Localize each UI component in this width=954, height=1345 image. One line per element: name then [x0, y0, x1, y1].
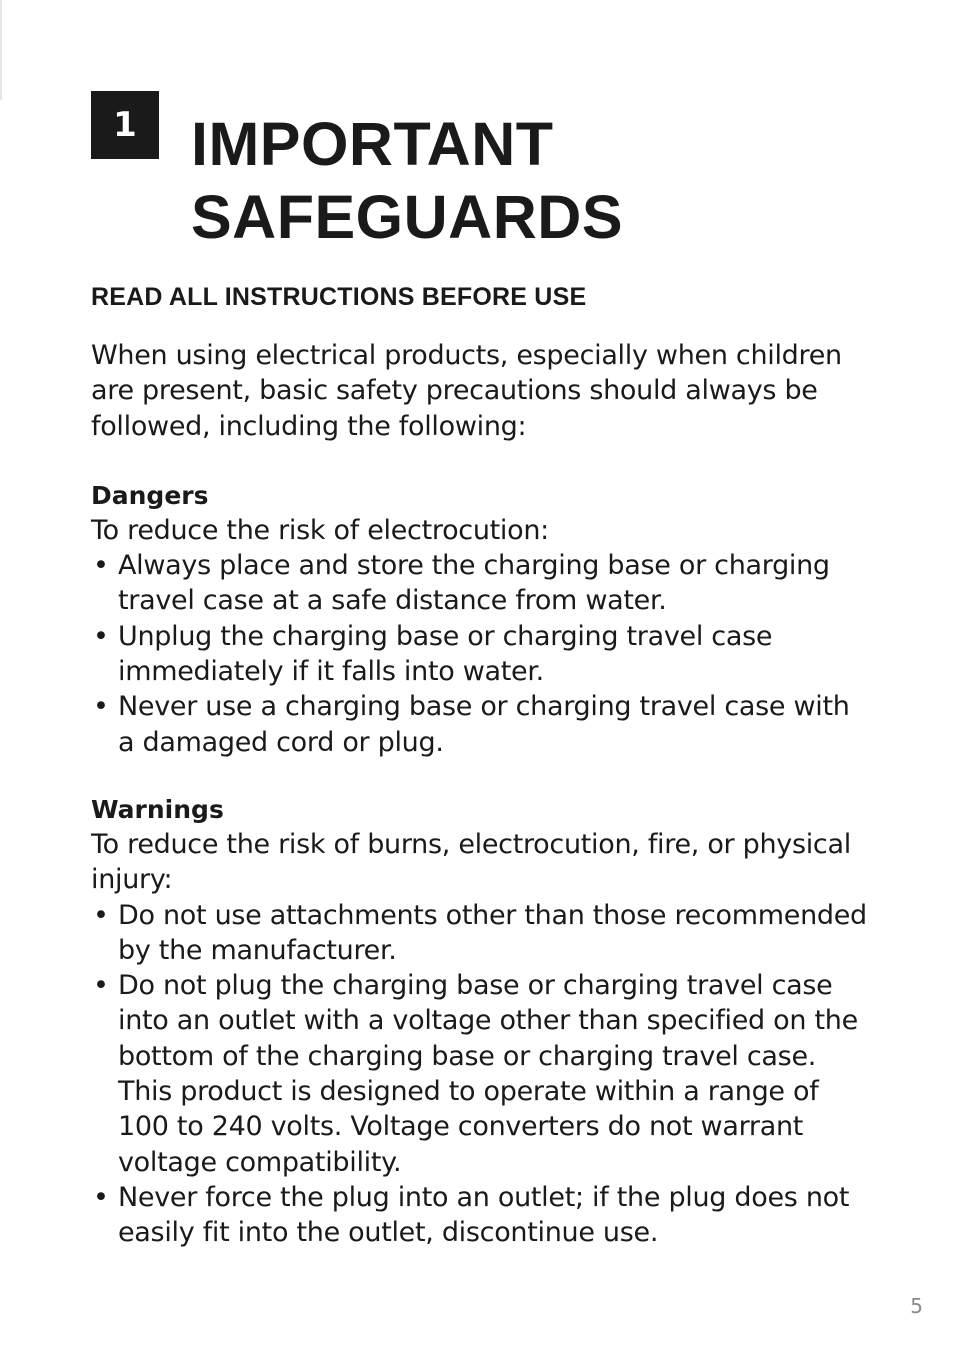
list-item: [91, 548, 871, 619]
bullet-icon: •: [93, 691, 109, 723]
list-item: [91, 898, 871, 969]
page-title-line-1: IMPORTANT: [191, 110, 554, 178]
warnings-heading: Warnings: [91, 794, 224, 824]
page-title: [191, 108, 623, 254]
section-subtitle: READ ALL INSTRUCTIONS BEFORE USE: [91, 283, 587, 311]
list-item-text: Do not plug the charging base or charging travel case into an outlet with a voltage other than specified on the bottom of the charging base or charging travel case. This product is designed to operate within a range of 100 to 240 volts. Voltage converters do not warrant voltage compatibility.: [118, 970, 858, 1178]
page-edge-mark: [0, 0, 2, 100]
list-item-text: Do not use attachments other than those recommended by the manufacturer.: [118, 899, 867, 966]
main-content: [91, 280, 871, 1251]
list-item-text: Never use a charging base or charging travel case with a damaged cord or plug.: [118, 691, 850, 758]
bullet-icon: •: [93, 620, 109, 652]
list-item: [91, 1180, 871, 1251]
warnings-list: [91, 898, 871, 1251]
warnings-section: [91, 793, 871, 1251]
list-item: [91, 689, 871, 760]
list-item-text: Always place and store the charging base or charging travel case at a safe distance from water.: [118, 550, 830, 617]
bullet-icon: •: [93, 899, 109, 931]
bullet-icon: •: [93, 1181, 109, 1213]
page-number: 5: [910, 1294, 923, 1318]
list-item: [91, 619, 871, 690]
bullet-icon: •: [93, 970, 109, 1002]
page-title-line-2: SAFEGUARDS: [191, 183, 624, 251]
warnings-lead: To reduce the risk of burns, electrocution, fire, or physical injury:: [91, 828, 851, 896]
bullet-icon: •: [93, 550, 109, 582]
list-item-text: Never force the plug into an outlet; if the plug does not easily fit into the outlet, discontinue use.: [118, 1181, 850, 1249]
intro-paragraph: When using electrical products, especially when children are present, basic safety precautions should always be followed, including the following:: [91, 340, 842, 442]
list-item-text: Unplug the charging base or charging travel case immediately if it falls into water.: [118, 620, 773, 688]
list-item: [91, 968, 871, 1180]
dangers-lead: To reduce the risk of electrocution:: [91, 514, 549, 546]
dangers-list: [91, 548, 871, 760]
chapter-number-badge: 1: [91, 91, 159, 159]
dangers-section: [91, 479, 871, 760]
dangers-heading: Dangers: [91, 480, 209, 510]
